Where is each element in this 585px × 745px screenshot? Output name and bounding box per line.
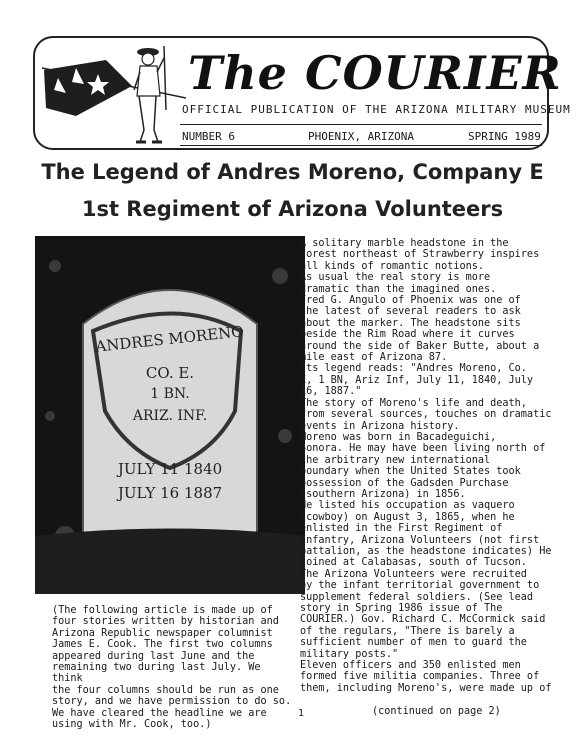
inscription-name: ANDRES MORENO xyxy=(94,322,245,356)
article-body: A solitary marble headstone in the forest northeast of Strawberry inspires all kinds of romantic notions. As usual the real story is more dramatic than the imagined ones. Fred G. Angulo of Phoenix was one of the latest of several readers to ask about the marker. The headstone sits beside the Rim Road where it curves around the side of Baker Butte, about a mile east of Arizona 87. Its legend reads: "Andres Moreno, Co. E, 1 BN, Ariz Inf, July 11, 1840, July 16, 1887." The story of Moreno's life and death, from several sources, touches on dramatic events in Arizona history. Moreno was born in Bacadeguichi, Sonora. He may have been living north of the arbitrary new international boundary when the United States took possession of the Gadsden Purchase (southern Arizona) in 1856. He listed his occupation as vaquero (cowboy) on August 3, 1865, when he enlisted in the First Regiment of Infantry, Arizona Volunteers (not first battalion, as the headstone indicates) He joined at Calabasas, south of Tucson. The Arizona Volunteers were recruited by the infant territorial government to supplement federal soldiers. (See lead story in Spring 1986 issue of The COURIER.) Gov. Richard C. McCormick said of the regulars, "There is barely a sufficient number of men to guard the military posts." Eleven officers and 350 enlisted men formed five militia companies. Three of them, including Moreno's, were made up of xyxy=(300,238,552,694)
headline-line-2: 1st Regiment of Arizona Volunteers xyxy=(81,197,504,221)
newsletter-subtitle: OFFICIAL PUBLICATION OF THE ARIZONA MILITARY MUSEUM xyxy=(182,103,571,116)
inscription-death: JULY 16 1887 xyxy=(117,484,223,502)
soldier-with-flag-logo xyxy=(36,38,186,146)
masthead-rule-bottom xyxy=(180,145,542,146)
issue-number: NUMBER 6 xyxy=(182,130,235,143)
editor-note: (The following article is made up of four stories written by historian and Arizona Republic newspaper columnist James E. Cook. The first two columns appeared during last June and the remaining two during last July. We think the four columns should be run as one story, and we have permission to do so. We have cleared the headline we are using with Mr. Cook, too.) xyxy=(52,605,292,731)
inscription-birth: JULY 11 1840 xyxy=(117,460,223,478)
inscription-company: CO. E. xyxy=(145,364,195,382)
masthead-rule-top xyxy=(180,124,542,125)
headline-line-1: The Legend of Andres Moreno, Company E xyxy=(41,160,544,184)
inscription-regiment: ARIZ. INF. xyxy=(132,408,208,424)
issue-location: PHOENIX, ARIZONA xyxy=(308,130,414,143)
inscription-battalion: 1 BN. xyxy=(150,386,190,402)
continued-note: (continued on page 2) xyxy=(372,706,501,717)
newsletter-title: The COURIER xyxy=(188,46,562,100)
page-number: 1 xyxy=(298,708,305,719)
issue-season: SPRING 1989 xyxy=(468,130,541,143)
headstone-photo xyxy=(35,236,305,594)
